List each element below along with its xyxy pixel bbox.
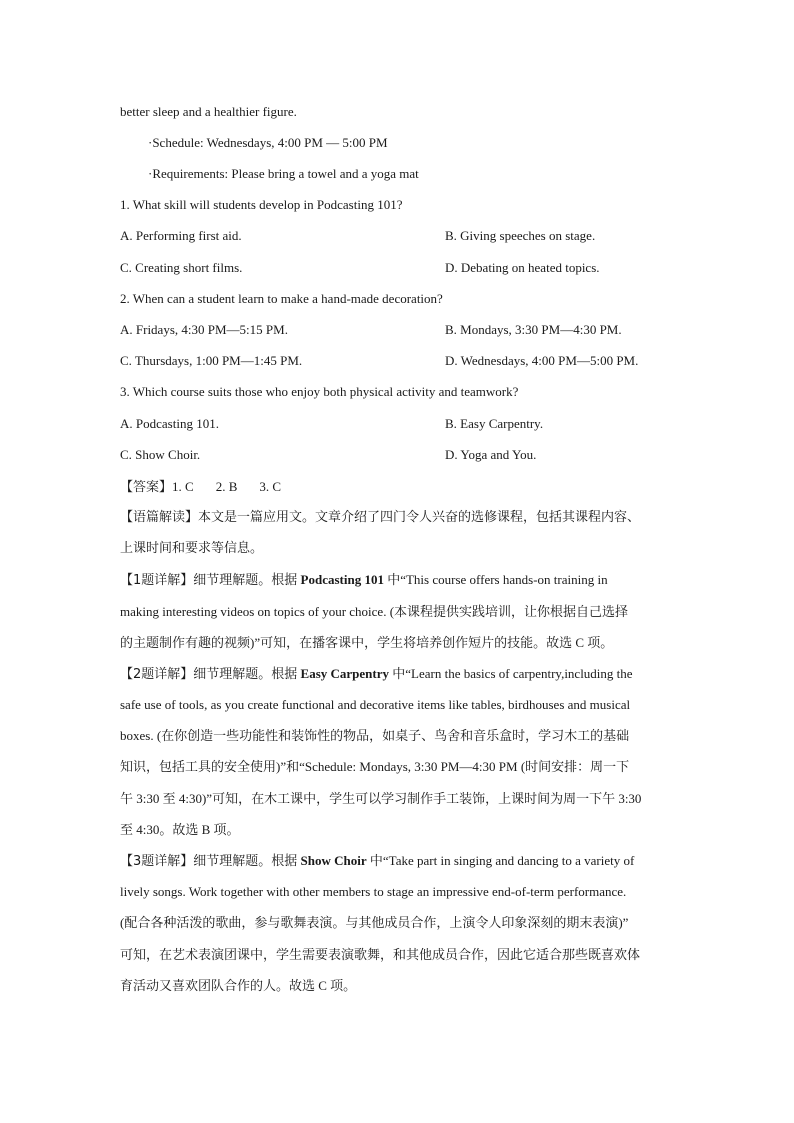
question-1-option-c: C. Creating short films. <box>120 260 243 275</box>
question-1-option-d: D. Debating on heated topics. <box>445 260 600 275</box>
detail-1-line-1 <box>120 572 608 589</box>
detail-1-line-2: making interesting videos on topics of your choice. (本课程提供实践培训，让你根据自己选择 <box>120 604 629 619</box>
question-2-option-d: D. Wednesdays, 4:00 PM—5:00 PM. <box>445 353 639 368</box>
detail-2-line-1 <box>120 666 633 683</box>
question-3-option-d: D. Yoga and You. <box>445 447 537 462</box>
detail-2-label: 【2题详解】 <box>120 667 194 682</box>
question-2-option-b: B. Mondays, 3:30 PM—4:30 PM. <box>445 322 622 337</box>
question-3-stem: 3. Which course suits those who enjoy both physical activity and teamwork? <box>120 384 519 399</box>
detail-3-line-3: (配合各种活泼的歌曲，参与歌舞表演。与其他成员合作，上演令人印象深刻的期末表演)” <box>120 915 629 930</box>
schedule-line: ·Schedule: Wednesdays, 4:00 PM — 5:00 PM <box>148 135 388 150</box>
question-2-stem: 2. When can a student learn to make a hand-made decoration? <box>120 291 443 306</box>
detail-2-line-4: 知识，包括工具的安全使用)”和“Schedule: Mondays, 3:30 PM—4:30 PM (时间安排：周一下 <box>120 759 630 774</box>
question-3-option-c: C. Show Choir. <box>120 447 201 462</box>
detail-2-line-3: boxes. (在你创造一些功能性和装饰性的物品，如桌子、鸟舍和音乐盒时，学习木工的基础 <box>120 728 630 743</box>
detail-3-line-5: 育活动又喜欢团队合作的人。故选 C 项。 <box>120 978 357 993</box>
passage-tail: better sleep and a healthier figure. <box>120 104 297 119</box>
question-3-option-a: A. Podcasting 101. <box>120 416 219 431</box>
question-2-option-a: A. Fridays, 4:30 PM—5:15 PM. <box>120 322 288 337</box>
detail-3-course: Show Choir <box>300 853 367 868</box>
detail-1-label: 【1题详解】 <box>120 573 194 588</box>
summary-line-2: 上课时间和要求等信息。 <box>120 541 264 556</box>
answer-label: 【答案】 <box>120 480 173 495</box>
detail-1-post: 中“This course offers hands-on training in <box>387 572 608 587</box>
summary-line-1 <box>120 510 640 526</box>
answer-1: 1. C <box>172 479 194 494</box>
requirements-line: ·Requirements: Please bring a towel and a yoga mat <box>148 166 419 181</box>
question-2-option-c: C. Thursdays, 1:00 PM—1:45 PM. <box>120 353 303 368</box>
detail-3-label: 【3题详解】 <box>120 854 194 869</box>
detail-1-course: Podcasting 101 <box>300 572 384 587</box>
question-1-stem: 1. What skill will students develop in Podcasting 101? <box>120 197 403 212</box>
detail-3-line-4: 可知，在艺术表演团课中，学生需要表演歌舞，和其他成员合作，因此它适合那些既喜欢体 <box>120 947 641 962</box>
detail-3-line-1 <box>120 853 634 870</box>
summary-label: 【语篇解读】 <box>120 510 199 525</box>
detail-2-line-6: 至 4:30。故选 B 项。 <box>120 822 240 837</box>
detail-3-line-2: lively songs. Work together with other members to stage an impressive end-of-term performance. <box>120 884 627 899</box>
detail-2-course: Easy Carpentry <box>300 666 390 681</box>
detail-1-pre: 细节理解题。根据 <box>193 573 298 588</box>
answer-line <box>120 479 281 496</box>
question-1-option-b: B. Giving speeches on stage. <box>445 228 596 243</box>
detail-2-line-2: safe use of tools, as you create functional and decorative items like tables, birdhouses and musical <box>120 697 631 712</box>
question-1-option-a: A. Performing first aid. <box>120 228 242 243</box>
summary-text-1: 本文是一篇应用文。文章介绍了四门令人兴奋的选修课程，包括其课程内容、 <box>198 510 641 525</box>
answer-2: 2. B <box>215 479 238 494</box>
detail-2-pre: 细节理解题。根据 <box>193 667 298 682</box>
detail-3-pre: 细节理解题。根据 <box>193 854 298 869</box>
detail-1-line-3: 的主题制作有趣的视频)”可知，在播客课中，学生将培养创作短片的技能。故选 C 项。 <box>120 635 614 650</box>
answer-3: 3. C <box>259 479 282 494</box>
detail-2-line-5: 午 3:30 至 4:30)”可知，在木工课中，学生可以学习制作手工装饰，上课时间为周一下午 3:30 <box>120 791 642 806</box>
detail-3-post: 中“Take part in singing and dancing to a variety of <box>369 853 635 868</box>
question-3-option-b: B. Easy Carpentry. <box>445 416 544 431</box>
detail-2-post: 中“Learn the basics of carpentry,including the <box>392 666 633 681</box>
